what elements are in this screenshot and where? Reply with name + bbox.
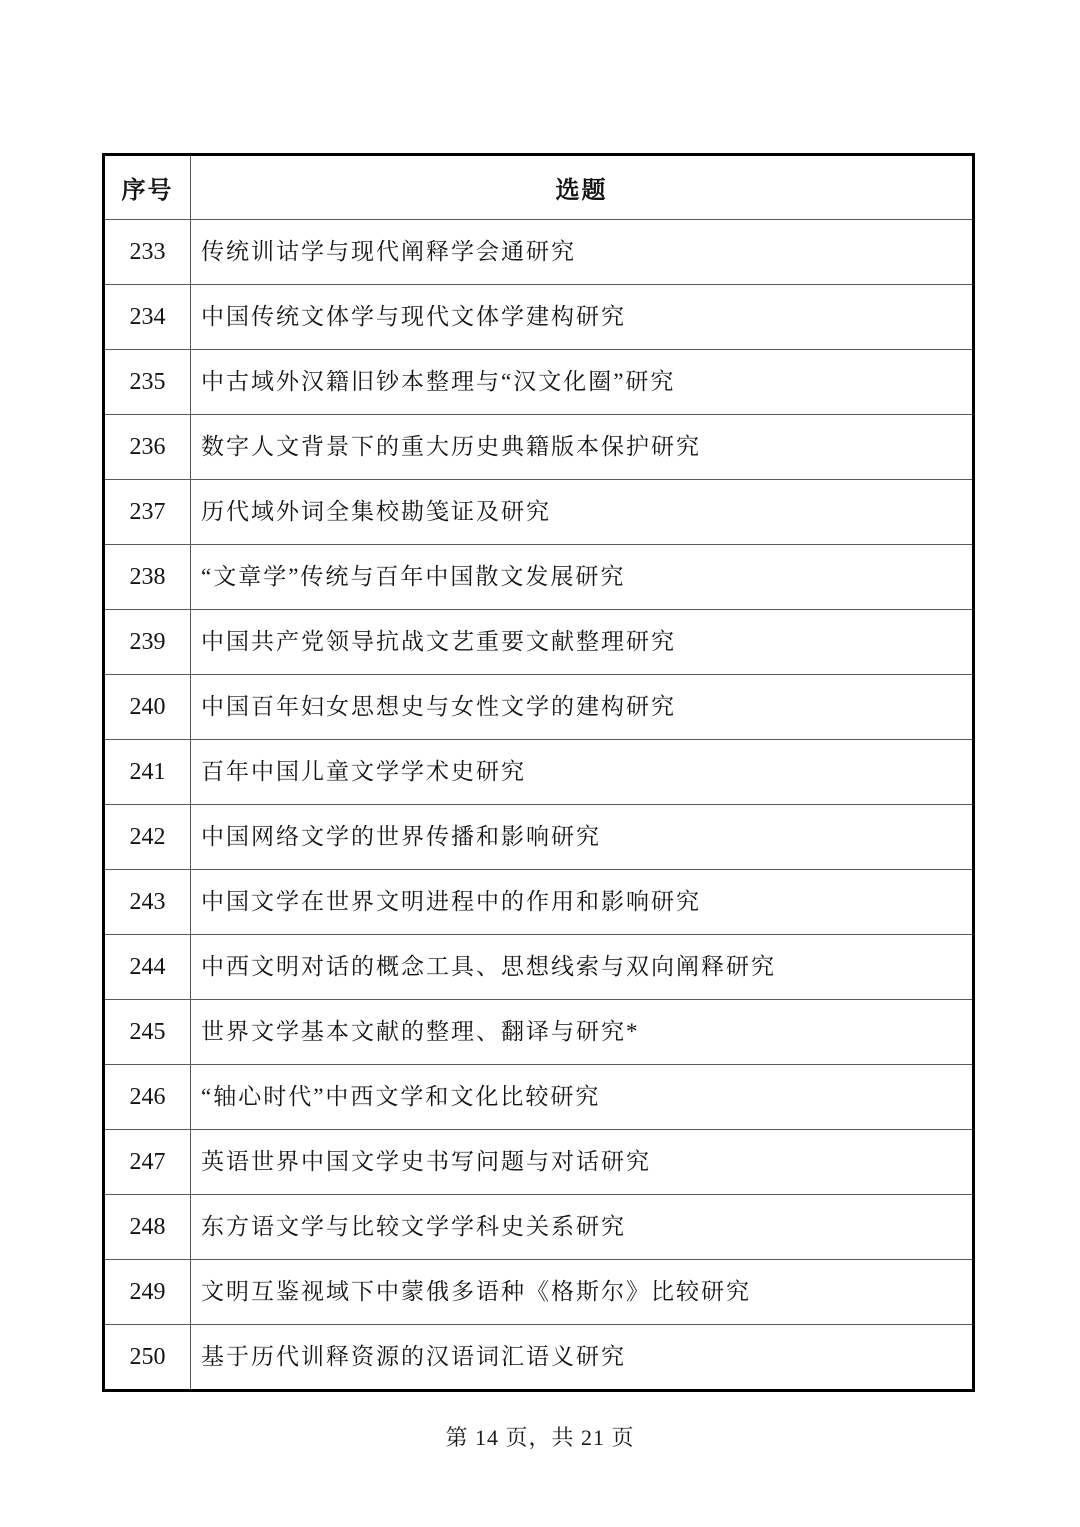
header-row	[104, 155, 974, 220]
table-row	[104, 740, 974, 805]
row-topic: 传统训诂学与现代阐释学会通研究	[191, 220, 974, 285]
row-topic: 历代域外词全集校勘笺证及研究	[191, 480, 974, 545]
row-index: 234	[104, 285, 191, 350]
table-row	[104, 1065, 974, 1130]
row-index: 238	[104, 545, 191, 610]
table-row	[104, 1325, 974, 1391]
table-row	[104, 805, 974, 870]
row-topic: 中国传统文体学与现代文体学建构研究	[191, 285, 974, 350]
table-row	[104, 870, 974, 935]
table-row	[104, 1260, 974, 1325]
row-topic: 中国百年妇女思想史与女性文学的建构研究	[191, 675, 974, 740]
row-index: 249	[104, 1260, 191, 1325]
table-row	[104, 1000, 974, 1065]
row-topic: “轴心时代”中西文学和文化比较研究	[191, 1065, 974, 1130]
row-topic: “文章学”传统与百年中国散文发展研究	[191, 545, 974, 610]
header-cell-index: 序号	[104, 155, 191, 220]
table-row	[104, 1130, 974, 1195]
table-row	[104, 220, 974, 285]
row-topic: 百年中国儿童文学学术史研究	[191, 740, 974, 805]
row-topic: 中国文学在世界文明进程中的作用和影响研究	[191, 870, 974, 935]
row-index: 248	[104, 1195, 191, 1260]
table-row	[104, 545, 974, 610]
row-index: 244	[104, 935, 191, 1000]
row-index: 241	[104, 740, 191, 805]
row-topic: 基于历代训释资源的汉语词汇语义研究	[191, 1325, 974, 1391]
row-topic: 中国共产党领导抗战文艺重要文献整理研究	[191, 610, 974, 675]
row-index: 236	[104, 415, 191, 480]
topic-table	[102, 153, 975, 1392]
topic-table-body	[104, 220, 974, 1391]
table-row	[104, 350, 974, 415]
row-topic: 东方语文学与比较文学学科史关系研究	[191, 1195, 974, 1260]
row-index: 237	[104, 480, 191, 545]
row-index: 239	[104, 610, 191, 675]
table-row	[104, 610, 974, 675]
table-row	[104, 480, 974, 545]
page-number-footer: 第 14 页，共 21 页	[445, 1425, 635, 1450]
row-topic: 中古域外汉籍旧钞本整理与“汉文化圈”研究	[191, 350, 974, 415]
row-index: 240	[104, 675, 191, 740]
row-topic: 数字人文背景下的重大历史典籍版本保护研究	[191, 415, 974, 480]
row-index: 235	[104, 350, 191, 415]
row-topic: 英语世界中国文学史书写问题与对话研究	[191, 1130, 974, 1195]
row-topic: 中国网络文学的世界传播和影响研究	[191, 805, 974, 870]
row-index: 247	[104, 1130, 191, 1195]
table-row	[104, 1195, 974, 1260]
row-index: 242	[104, 805, 191, 870]
row-topic: 世界文学基本文献的整理、翻译与研究*	[191, 1000, 974, 1065]
row-index: 245	[104, 1000, 191, 1065]
row-topic: 文明互鉴视域下中蒙俄多语种《格斯尔》比较研究	[191, 1260, 974, 1325]
row-topic: 中西文明对话的概念工具、思想线索与双向阐释研究	[191, 935, 974, 1000]
header-cell-topic: 选题	[191, 155, 974, 220]
table-row	[104, 935, 974, 1000]
table-row	[104, 285, 974, 350]
row-index: 233	[104, 220, 191, 285]
row-index: 246	[104, 1065, 191, 1130]
row-index: 250	[104, 1325, 191, 1391]
table-row	[104, 415, 974, 480]
row-index: 243	[104, 870, 191, 935]
table-row	[104, 675, 974, 740]
